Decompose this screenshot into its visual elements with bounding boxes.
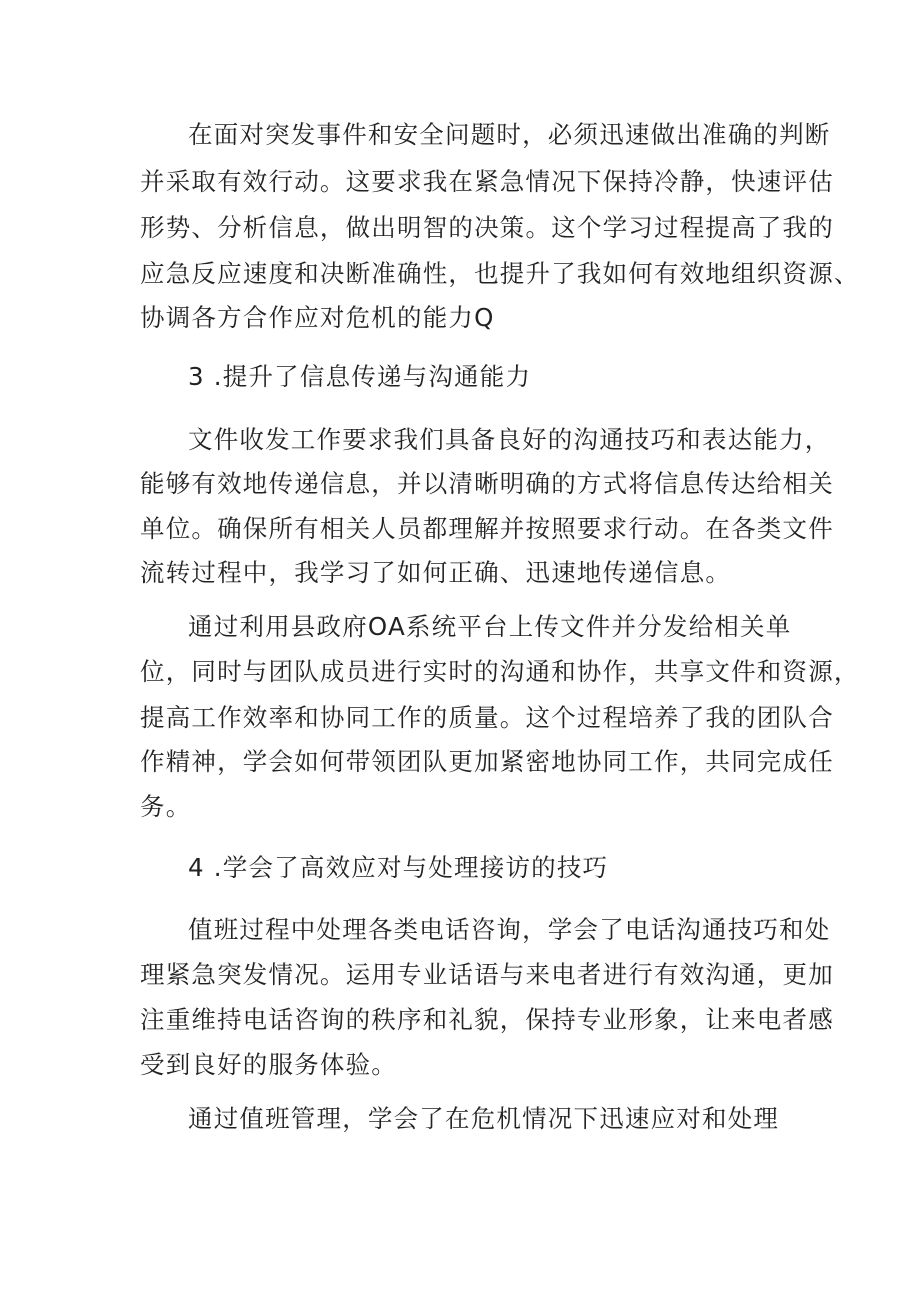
section-heading-4: 4 .学会了高效应对与处理接访的技巧: [188, 853, 609, 882]
paragraph-3-line-3: 提高工作效率和协同工作的质量。这个过程培养了我的团队合: [140, 703, 834, 732]
paragraph-5-line-1: 通过值班管理，学会了在危机情况下迅速应对和处理: [188, 1104, 780, 1133]
paragraph-2-line-2: 能够有效地传递信息，并以清晰明确的方式将信息传达给相关: [140, 469, 834, 498]
paragraph-3-line-2: 位，同时与团队成员进行实时的沟通和协作，共享文件和资源，: [140, 657, 860, 686]
paragraph-1-line-1: 在面对突发事件和安全问题时，必须迅速做出准确的判断: [188, 120, 831, 149]
paragraph-3-line-4: 作精神，学会如何带领团队更加紧密地协同工作，共同完成任: [140, 747, 834, 776]
paragraph-4-line-4: 受到良好的服务体验。: [140, 1050, 397, 1079]
paragraph-4-line-1: 值班过程中处理各类电话咨询，学会了电话沟通技巧和处: [188, 915, 831, 944]
paragraph-2-line-1: 文件收发工作要求我们具备良好的沟通技巧和表达能力，: [188, 425, 831, 454]
paragraph-1-line-3: 形势、分析信息，做出明智的决策。这个学习过程提高了我的: [140, 213, 834, 242]
paragraph-3-line-1: 通过利用县政府OA系统平台上传文件并分发给相关单: [188, 612, 792, 641]
paragraph-1-line-2: 并采取有效行动。这要求我在紧急情况下保持冷静，快速评估: [140, 167, 834, 196]
paragraph-3-line-5: 务。: [140, 792, 192, 821]
paragraph-2-line-3: 单位。确保所有相关人员都理解并按照要求行动。在各类文件: [140, 514, 834, 543]
paragraph-1-line-5: 协调各方合作应对危机的能力Q: [140, 303, 495, 332]
paragraph-4-line-3: 注重维持电话咨询的秩序和礼貌，保持专业形象，让来电者感: [140, 1005, 834, 1034]
paragraph-4-line-2: 理紧急突发情况。运用专业话语与来电者进行有效沟通，更加: [140, 960, 834, 989]
section-heading-3: 3 .提升了信息传递与沟通能力: [188, 362, 532, 391]
paragraph-2-line-4: 流转过程中，我学习了如何正确、迅速地传递信息。: [140, 558, 732, 587]
paragraph-1-line-4: 应急反应速度和决断准确性，也提升了我如何有效地组织资源、: [140, 259, 860, 288]
